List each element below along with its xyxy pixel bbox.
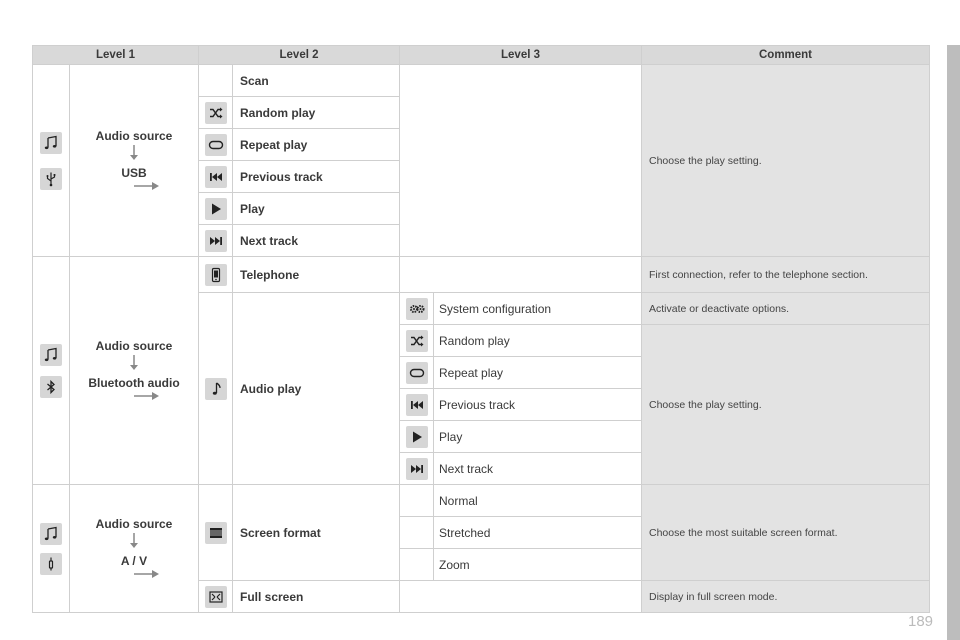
stretched-item[interactable]: Stretched	[434, 517, 642, 549]
repeat-icon	[406, 362, 428, 384]
scan-item[interactable]: Scan	[233, 65, 400, 97]
music-note-icon	[40, 132, 62, 154]
repeat-icon	[205, 134, 227, 156]
system-configuration-item[interactable]: System configuration	[434, 293, 642, 325]
bluetooth-icon	[40, 376, 62, 398]
table-row	[33, 257, 930, 293]
full-screen-item[interactable]: Full screen	[233, 581, 400, 613]
next-track-icon	[406, 458, 428, 480]
screen-comment: Choose the most suitable screen format.	[642, 485, 930, 581]
header-level3: Level 3	[400, 46, 642, 65]
telephone-comment: First connection, refer to the telephone section.	[642, 257, 930, 293]
repeat-play-item[interactable]: Repeat play	[434, 357, 642, 389]
arrow-right-icon	[134, 569, 160, 579]
full-screen-comment: Display in full screen mode.	[642, 581, 930, 613]
settings-gears-icon	[406, 298, 428, 320]
aux-jack-icon	[40, 553, 62, 575]
audio-source-label: Audio source	[95, 129, 173, 143]
previous-track-icon	[205, 166, 227, 188]
arrow-right-icon	[134, 181, 160, 191]
next-track-icon	[205, 230, 227, 252]
play-item[interactable]: Play	[434, 421, 642, 453]
play-item[interactable]: Play	[233, 193, 400, 225]
screen-format-icon	[205, 522, 227, 544]
eighth-note-icon	[205, 378, 227, 400]
music-note-icon	[40, 523, 62, 545]
previous-track-item[interactable]: Previous track	[233, 161, 400, 193]
fullscreen-icon	[205, 586, 227, 608]
table-row	[33, 485, 930, 517]
menu-table	[32, 45, 930, 613]
bluetooth-source-icons	[33, 257, 70, 485]
normal-item[interactable]: Normal	[434, 485, 642, 517]
audio-play-item[interactable]: Audio play	[233, 293, 400, 485]
next-track-item[interactable]: Next track	[233, 225, 400, 257]
av-source-cell	[70, 485, 199, 613]
usb-icon	[40, 168, 62, 190]
arrow-down-icon	[128, 533, 140, 549]
header-level1: Level 1	[33, 46, 199, 65]
play-icon	[205, 198, 227, 220]
arrow-down-icon	[128, 355, 140, 371]
zoom-item[interactable]: Zoom	[434, 549, 642, 581]
av-source-icons	[33, 485, 70, 613]
audio-source-label: Audio source	[95, 517, 173, 531]
shuffle-icon	[205, 102, 227, 124]
next-track-item[interactable]: Next track	[434, 453, 642, 485]
music-note-icon	[40, 344, 62, 366]
usb-source-cell	[70, 65, 199, 257]
previous-track-item[interactable]: Previous track	[434, 389, 642, 421]
header-row	[33, 46, 930, 65]
usb-label: USB	[121, 166, 147, 180]
header-comment: Comment	[642, 46, 930, 65]
page-number: 189	[908, 613, 934, 630]
previous-track-icon	[406, 394, 428, 416]
usb-comment: Choose the play setting.	[642, 65, 930, 257]
page-edge-bar	[947, 45, 960, 640]
shuffle-icon	[406, 330, 428, 352]
arrow-down-icon	[128, 145, 140, 161]
random-play-item[interactable]: Random play	[233, 97, 400, 129]
screen-format-item[interactable]: Screen format	[233, 485, 400, 581]
system-comment: Activate or deactivate options.	[642, 293, 930, 325]
header-level2: Level 2	[199, 46, 400, 65]
phone-icon	[205, 264, 227, 286]
play-icon	[406, 426, 428, 448]
bluetooth-audio-label: Bluetooth audio	[88, 376, 180, 390]
arrow-right-icon	[134, 391, 160, 401]
telephone-item[interactable]: Telephone	[233, 257, 400, 293]
table-row	[33, 65, 930, 97]
av-label: A / V	[120, 554, 148, 568]
bluetooth-source-cell	[70, 257, 199, 485]
repeat-play-item[interactable]: Repeat play	[233, 129, 400, 161]
bluetooth-play-comment: Choose the play setting.	[642, 325, 930, 485]
random-play-item[interactable]: Random play	[434, 325, 642, 357]
usb-source-icons	[33, 65, 70, 257]
audio-source-label: Audio source	[95, 339, 173, 353]
